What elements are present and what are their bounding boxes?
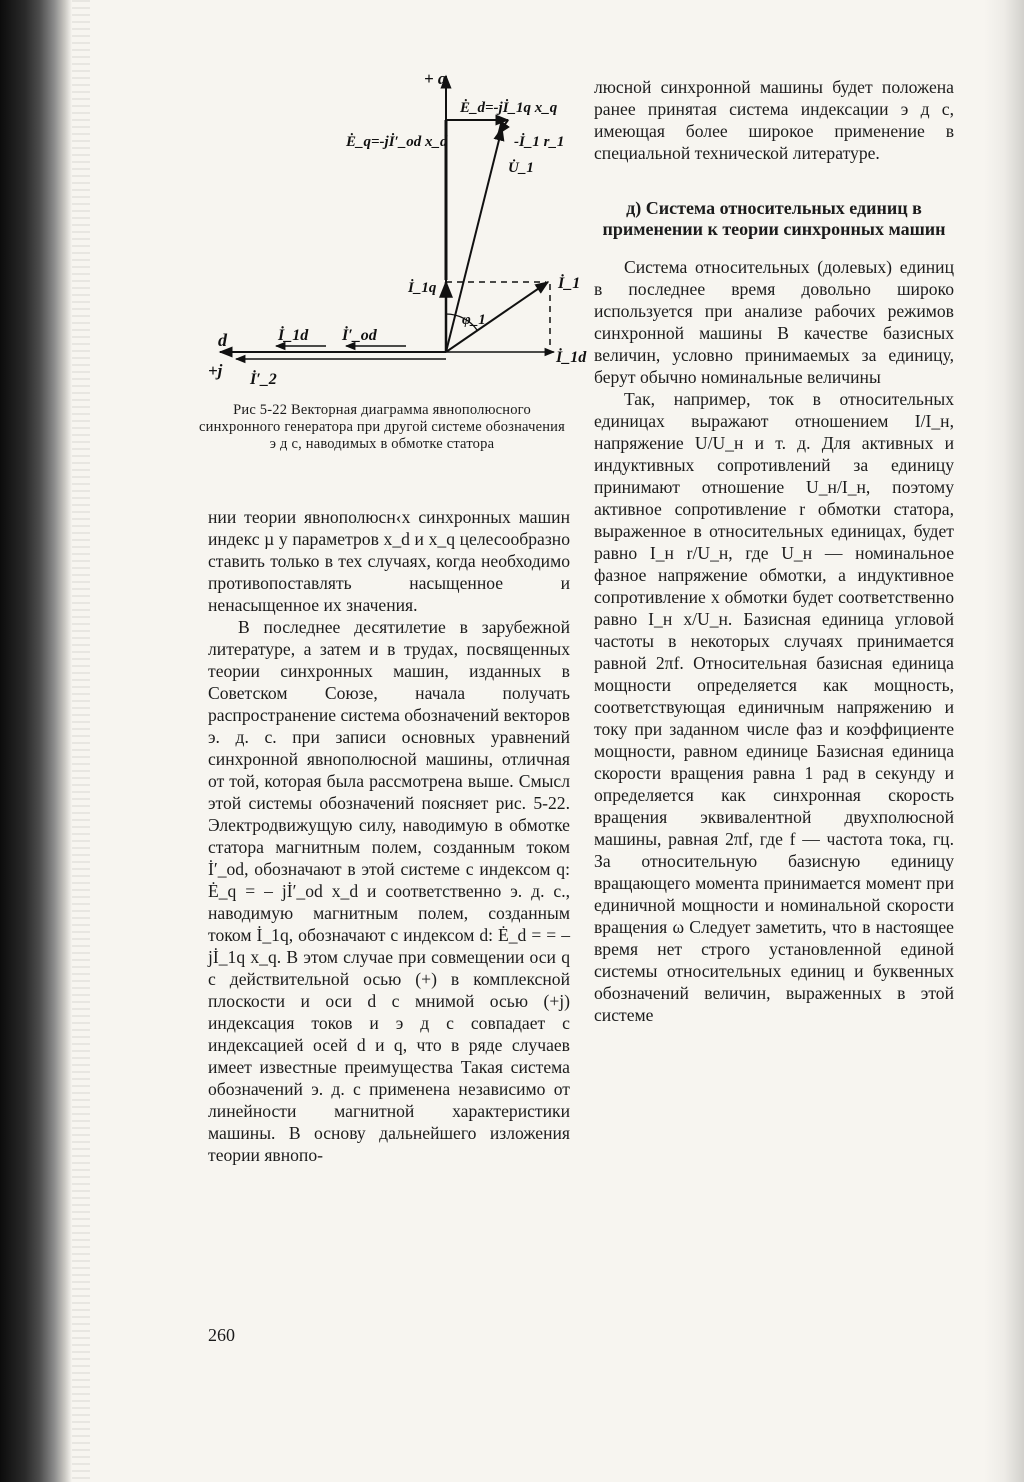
right-column bbox=[594, 76, 954, 1026]
label-plus-q: + q bbox=[424, 69, 447, 88]
right-intro-paragraph: люсной синхронной машины будет положена ранее принятая система индексации э д с, имеющая более широкое применение в специальной технической литературе. bbox=[594, 77, 954, 163]
label-plusj: +j bbox=[208, 361, 223, 380]
left-column bbox=[208, 506, 570, 1166]
label-i1q: İ_1q bbox=[408, 280, 437, 296]
left-paragraph: нии теории явнополюсн‹х синхронных машин индекс µ у параметров x_d и x_q целесообразно ставить только в тех случаях, когда необходимо противопоставлять насыщенное и ненасыщенное их значения. bbox=[208, 507, 570, 615]
label-i1d-left: İ_1d bbox=[278, 327, 309, 344]
vector-diagram-svg bbox=[196, 62, 586, 402]
page-edge-shadow bbox=[984, 0, 1024, 1482]
left-paragraph: В последнее десятилетие в зарубежной литературе, а затем и в трудах, посвященных теории синхронных машин, изданных в Советском Союзе, начала получать распространение система обозначений векторов э. д. с. при записи основных уравнений синхронной явнополюсной машины, отличная от той, которая была рассмотрена выше. Смысл этой системы обозначений поясняет рис. 5-22. Электродвижущую силу, наводимую в обмотке статора магнитным полем, созданным током İ′_od, обозначают в этой системе с индексом q: Ė_q = – jİ′_od x_d и соответственно э. д. с., наводимую магнитным полем, созданным током İ_1q, обозначают с индексом d: Ė_d = = – jİ_1q x_q. В этом случае при совмещении оси q с действительной осью (+) в комплексной плоскости и оси d с мнимой осью (+j) индексация токов и э д с совпадает с индексацией осей d и q, что в ряде случаев имеет известные преимущества Такая система обозначений э. д. с применена независимо от линейности магнитной характеристики машины. В основу дальнейшего изложения теории явнопо- bbox=[208, 617, 570, 1165]
label-i1r1: -İ_1 r_1 bbox=[514, 134, 565, 150]
label-phi1: φ_1 bbox=[462, 312, 486, 328]
figure-caption: Рис 5-22 Векторная диаграмма явнополюсного синхронного генератора при другой системе обозначения э д с, наводимых в обмотке статора bbox=[198, 402, 566, 452]
i1r1-vector bbox=[498, 120, 508, 134]
label-eq: Ė_q=-jİ′_od x_d bbox=[346, 134, 448, 150]
page-number: 260 bbox=[208, 1325, 235, 1345]
label-u1: U̇_1 bbox=[508, 160, 534, 176]
label-iod: İ′_od bbox=[342, 327, 377, 344]
label-i2: İ′_2 bbox=[250, 371, 277, 388]
spine-texture bbox=[72, 0, 90, 1482]
label-i1d-right: İ_1d bbox=[556, 349, 587, 366]
right-paragraph: Так, например, ток в относительных единицах выражают отношением I/I_н, напряжение U/U_н и т. д. Для активных и индуктивных сопротивлений за единицу принимают отношение U_н/I_н, поэтому активное сопротивление r обмотки статора, выраженное в относительных единицах, будет равно I_н r/U_н, где U_н — номинальное фазное напряжение обмотки, а индуктивное сопротивление x обмотки будет соответственно равно I_н x/U_н. Базисная единица угловой частоты в некоторых случаях принимается равной 2πf. Относительная базисная единица мощности определяется как мощность, соответствующая единичным напряжению и току при заданном числе фаз и коэффициенте мощности, равном единице Базисная единица скорости вращения равна 1 рад в секунду и определяется как синхронная скорость вращения эквивалентной двухполюсной машины, равная 2πf, где f — частота тока, гц. За относительную базисную единицу вращающего момента принимается момент при единичной мощности и номинальной скорости вращения ω Следует заметить, что в настоящее время нет строго установленной единой системы относительных единиц и буквенных обозначений величин, выраженных в этой системе bbox=[594, 389, 954, 1025]
label-d: d bbox=[218, 330, 227, 350]
vector-diagram bbox=[196, 62, 586, 402]
right-paragraph: Система относительных (долевых) единиц в последнее время довольно широко используется при анализе рабочих режимов синхронной машины В качестве базисных величин, условно принимаемых за единицу, берут обычно номинальные величины bbox=[594, 257, 954, 387]
book-spine-shadow bbox=[0, 0, 72, 1482]
label-ed: Ė_d=-jİ_1q x_q bbox=[460, 100, 558, 116]
label-i1: İ_1 bbox=[558, 275, 581, 292]
section-title: д) Система относительных единиц в применении к теории синхронных машин bbox=[602, 198, 946, 239]
